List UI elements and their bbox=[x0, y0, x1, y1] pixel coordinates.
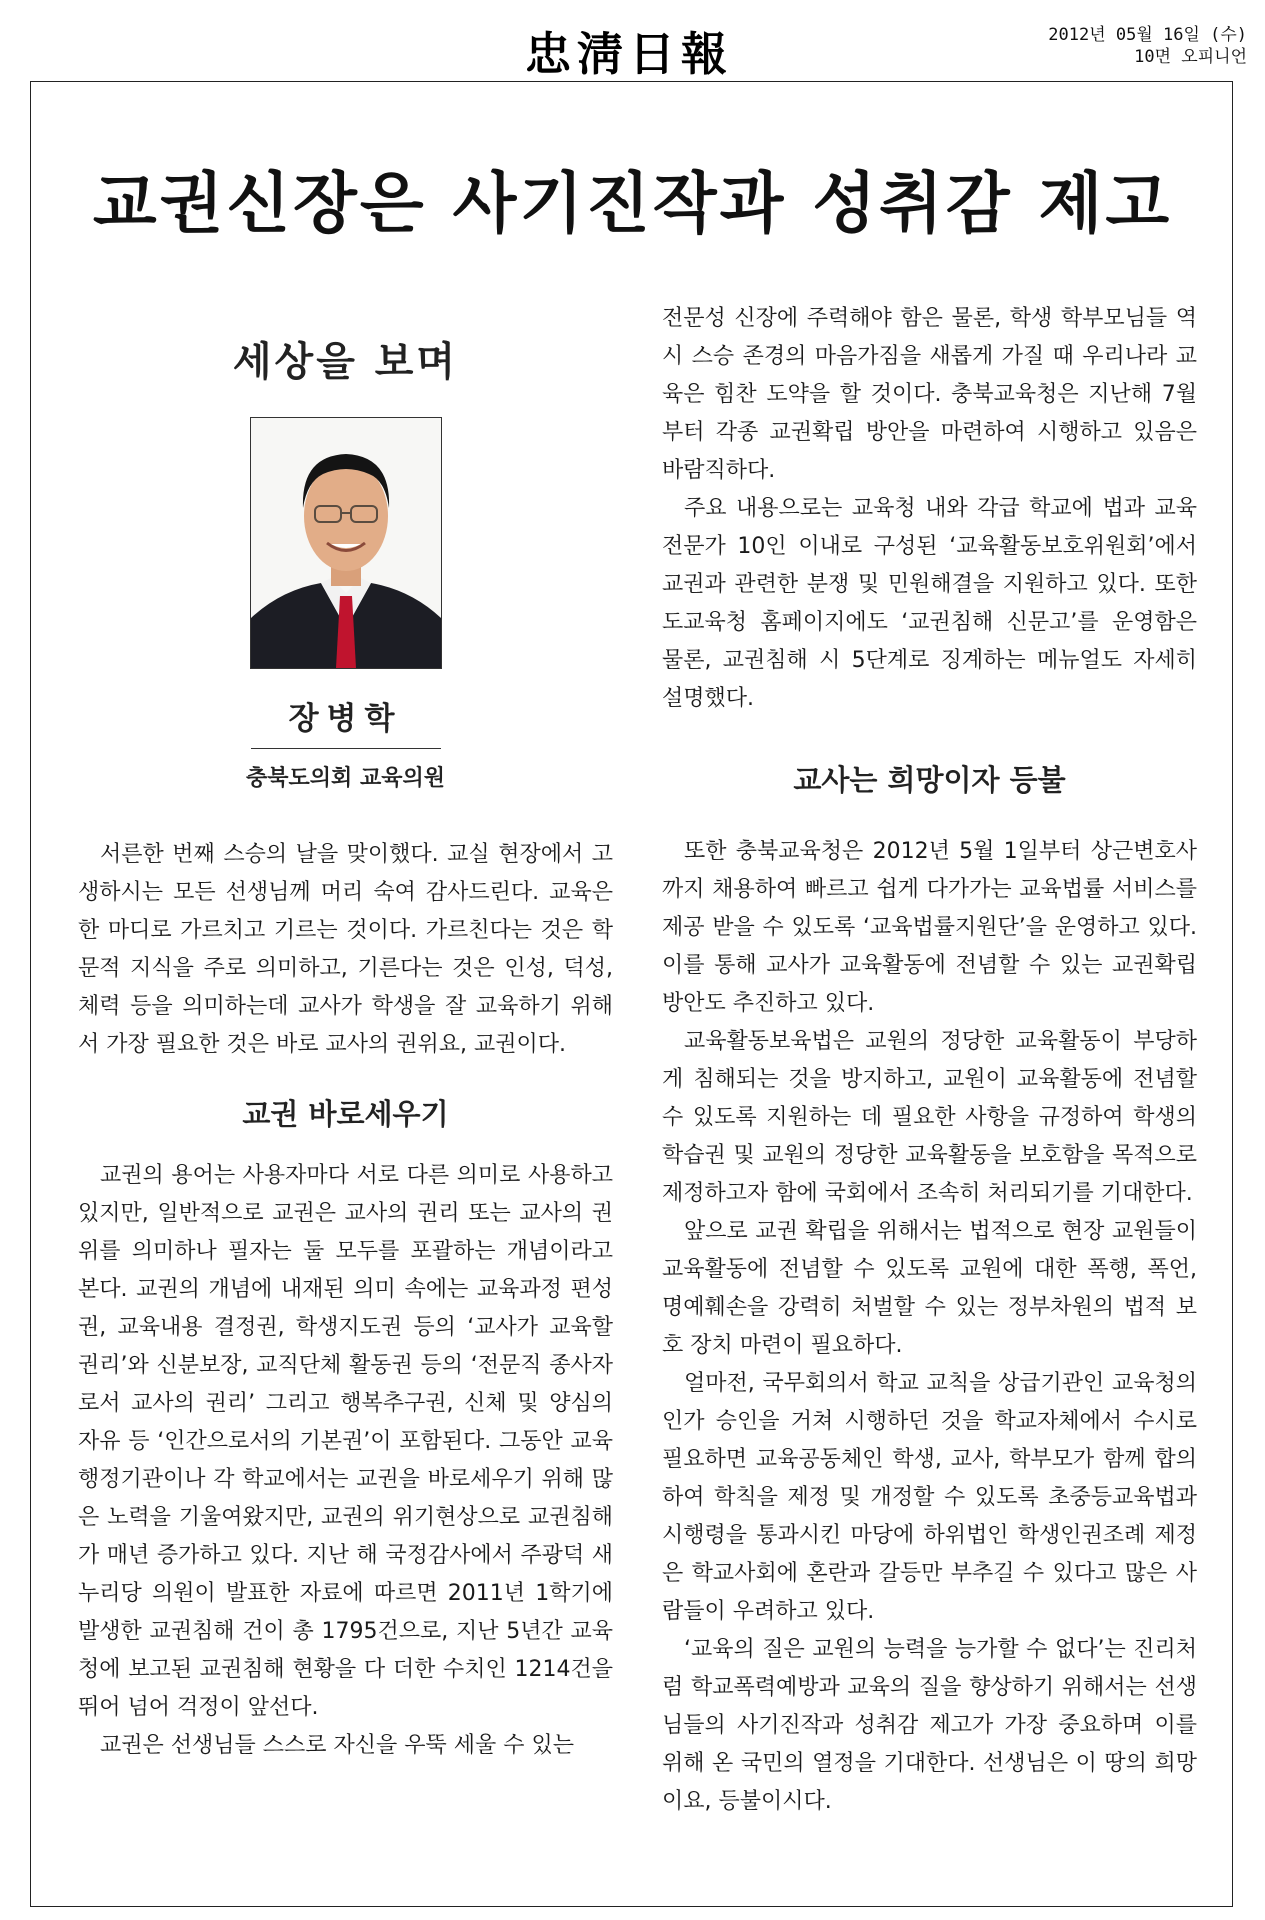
body-paragraph: 얼마전, 국무회의서 학교 교칙을 상급기관인 교육청의 인가 승인을 거쳐 시행하던 것을 학교자체에서 수시로 필요하면 교육공동체인 학생, 교사, 학부모가 함께 합의하여 학칙을 제정 및 개정할 수 있도록 초중등교육법과 시행령을 통과시킨 마당에 하위법인 학생인권조례 제정은 학교사회에 혼란과 갈등만 부추길 수 있다고 많은 사람들이 우려하고 있다. bbox=[662, 1371, 1197, 1624]
issue-section: 10면 오피니언 bbox=[1134, 47, 1247, 67]
author-photo bbox=[250, 417, 442, 669]
author-divider bbox=[251, 748, 441, 749]
issue-info bbox=[1048, 24, 1247, 68]
author-name: 장병학 bbox=[288, 701, 403, 737]
newspaper-logo: 忠淸日報 bbox=[525, 27, 733, 81]
body-paragraph: 주요 내용으로는 교육청 내와 각급 학교에 법과 교육전문가 10인 이내로 구성된 ‘교육활동보호위원회’에서 교권과 관련한 분쟁 및 민원해결을 지원하고 있다. 또한 도교육청 홈페이지에도 ‘교권침해 신문고’를 운영함은 물론, 교권침해 시 5단계로 징계하는 메뉴얼도 자세히 설명했다. bbox=[662, 496, 1197, 711]
section1-paragraph-continued: 교권은 선생님들 스스로 자신을 우뚝 세울 수 있는 bbox=[100, 1733, 574, 1758]
section-title-2: 교사는 희망이자 등불 bbox=[793, 763, 1066, 797]
body-paragraph: 또한 충북교육청은 2012년 5월 1일부터 상근변호사까지 채용하여 빠르고 쉽게 다가가는 교육법률 서비스를 제공 받을 수 있도록 ‘교육법률지원단’을 운영하고 있다. 이를 통해 교사가 교육활동에 전념할 수 있는 교권확립 방안도 추진하고 있다. bbox=[662, 839, 1197, 1016]
right-column bbox=[662, 300, 1197, 1821]
headline: 교권신장은 사기진작과 성취감 제고 bbox=[92, 164, 1173, 242]
left-column bbox=[78, 300, 613, 1765]
column-title: 세상을 보며 bbox=[232, 339, 459, 385]
closing-paragraph: ‘교육의 질은 교원의 능력을 능가할 수 없다’는 진리처럼 학교폭력예방과 교육의 질을 향상하기 위해서는 선생님들의 사기진작과 성취감 제고가 가장 중요하며 이를 위해 온 국민의 열정을 기대한다. 선생님은 이 땅의 희망이요, 등불이시다. bbox=[662, 1637, 1197, 1814]
section-title-1: 교권 바로세우기 bbox=[242, 1097, 449, 1131]
intro-paragraph: 서른한 번째 스승의 날을 맞이했다. 교실 현장에서 고생하시는 모든 선생님께 머리 숙여 감사드린다. 교육은 한 마디로 가르치고 기르는 것이다. 가르친다는 것은 학문적 지식을 주로 의미하고, 기른다는 것은 인성, 덕성, 체력 등을 의미하는데 교사가 학생을 잘 교육하기 위해서 가장 필요한 것은 바로 교사의 권위요, 교권이다. bbox=[78, 842, 613, 1057]
issue-date: 2012년 05월 16일 (수) bbox=[1048, 25, 1247, 45]
author-role: 충북도의회 교육의원 bbox=[246, 766, 445, 791]
section1-paragraph: 교권의 용어는 사용자마다 서로 다른 의미로 사용하고 있지만, 일반적으로 교권은 교사의 권리 또는 교사의 권위를 의미하나 필자는 둘 모두를 포괄하는 개념이라고 본다. 교권의 개념에 내재된 의미 속에는 교육과정 편성권, 교육내용 결정권, 학생지도권 등의 ‘교사가 교육할 권리’와 신분보장, 교직단체 활동권 등의 ‘전문직 종사자로서 교사의 권리’ 그리고 행복추구권, 신체 및 양심의 자유 등 ‘인간으로서의 기본권’이 포함된다. 그동안 교육행정기관이나 각 학교에서는 교권을 바로세우기 위해 많은 노력을 기울여왔지만, 교권의 위기현상으로 교권침해가 매년 증가하고 있다. 지난 해 국정감사에서 주광덕 새누리당 의원이 발표한 자료에 따르면 2011년 1학기에 발생한 교권침해 건이 총 1795건으로, 지난 5년간 교육청에 보고된 교권침해 현황을 다 더한 수치인 1214건을 뛰어 넘어 걱정이 앞선다. bbox=[78, 1163, 613, 1720]
author-portrait-image bbox=[251, 418, 441, 668]
continued-paragraph: 전문성 신장에 주력해야 함은 물론, 학생 학부모님들 역시 스승 존경의 마음가짐을 새롭게 가질 때 우리나라 교육은 힘찬 도약을 할 것이다. 충북교육청은 지난해 7월부터 각종 교권확립 방안을 마련하여 시행하고 있음은 바람직하다. bbox=[662, 306, 1197, 483]
masthead bbox=[0, 14, 1265, 81]
body-paragraph: 앞으로 교권 확립을 위해서는 법적으로 현장 교원들이 교육활동에 전념할 수 있도록 교원에 대한 폭행, 폭언, 명예훼손을 강력히 처벌할 수 있는 정부차원의 법적 보호 장치 마련이 필요하다. bbox=[662, 1219, 1197, 1358]
body-paragraph: 교육활동보육법은 교원의 정당한 교육활동이 부당하게 침해되는 것을 방지하고, 교원이 교육활동에 전념할 수 있도록 지원하는 데 필요한 사항을 규정하여 학생의 학습권 및 교원의 정당한 교육활동을 보호함을 목적으로 제정하고자 함에 국회에서 조속히 처리되기를 기대한다. bbox=[662, 1029, 1197, 1206]
